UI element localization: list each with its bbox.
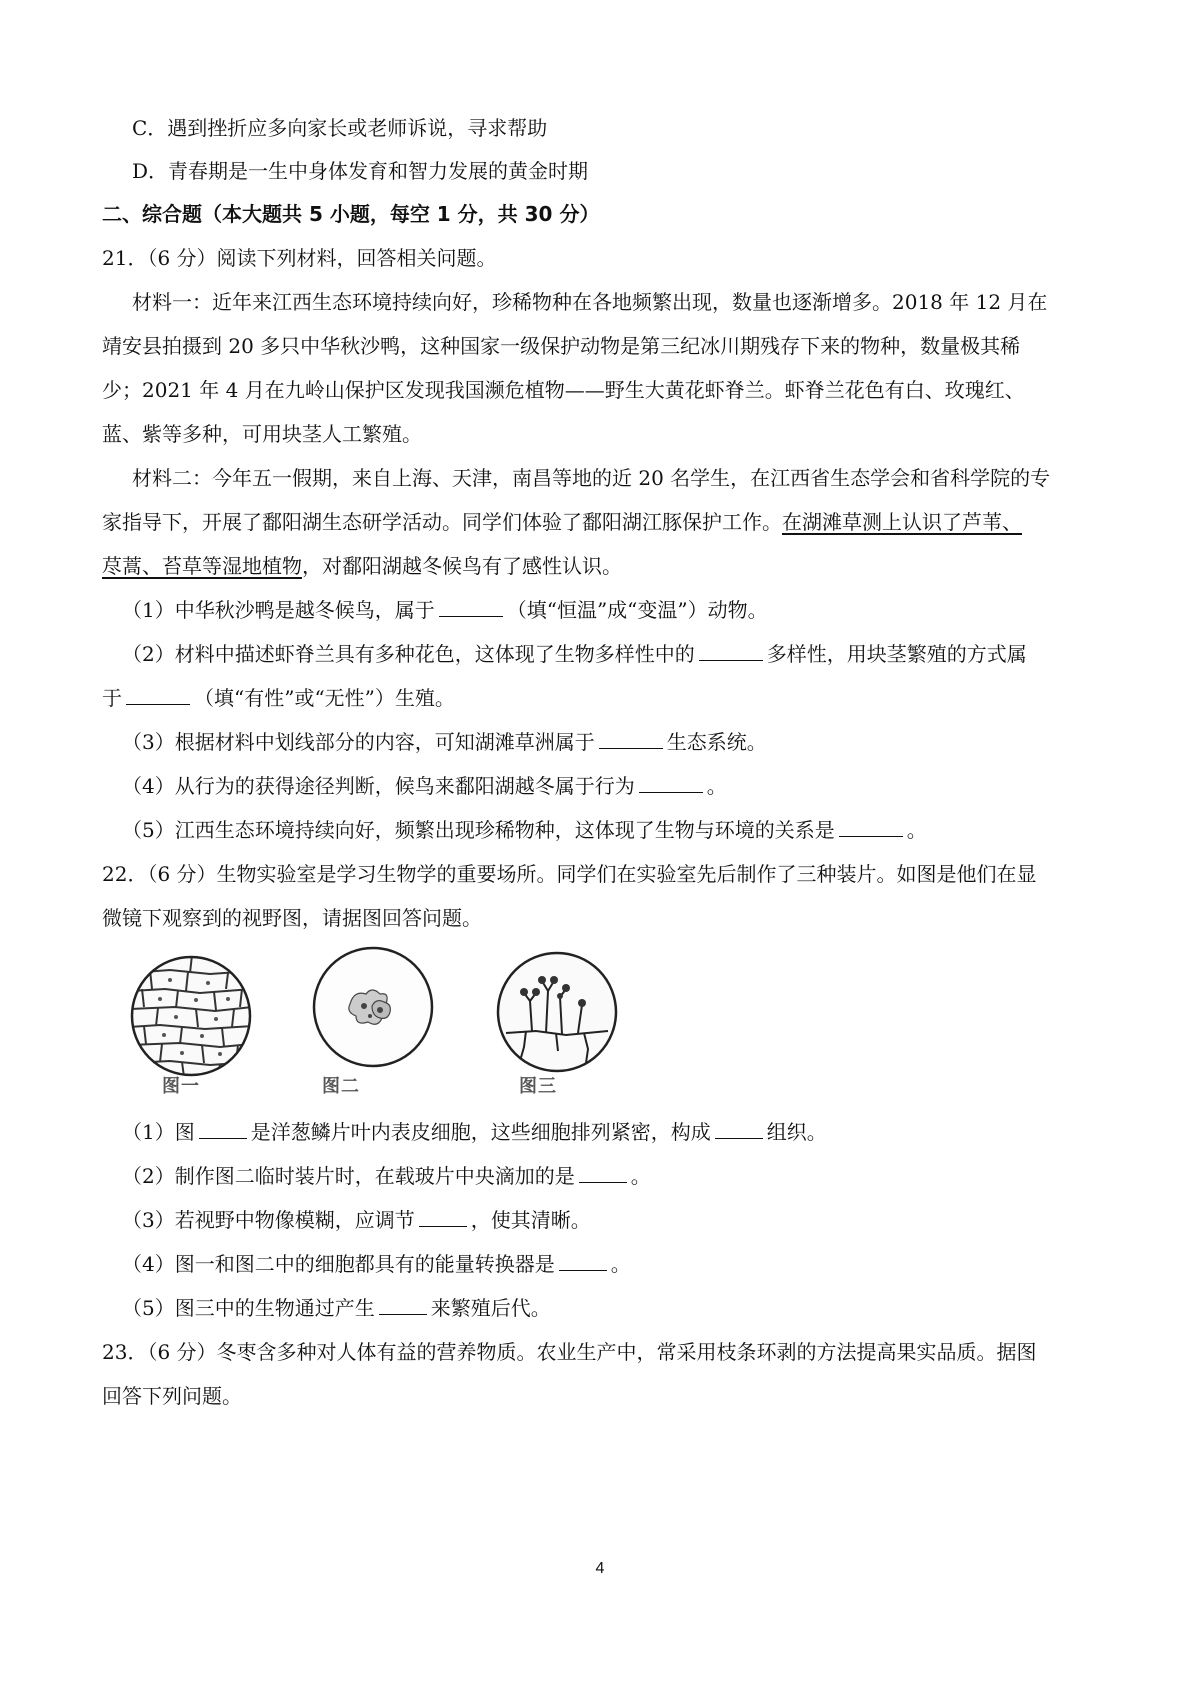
answer-blank[interactable] bbox=[439, 596, 503, 617]
figure-caption: 图三 bbox=[519, 1076, 557, 1097]
q21-material1-line: 材料一：近年来江西生态环境持续向好，珍稀物种在各地频繁出现，数量也逐渐增多。2018 年 12 月在 bbox=[132, 290, 1048, 314]
q22-sub3 bbox=[122, 1206, 591, 1234]
answer-blank[interactable] bbox=[639, 772, 703, 793]
q22-stem: 微镜下观察到的视野图，请据图回答问题。 bbox=[102, 906, 482, 930]
q22-sub4 bbox=[122, 1250, 631, 1278]
q21-sub4 bbox=[122, 772, 727, 800]
q21-sub3-text: 生态系统。 bbox=[666, 730, 767, 754]
q21-sub3-text: （3）根据材料中划线部分的内容，可知湖滩草洲属于 bbox=[122, 730, 595, 754]
q22-sub3-text: （3）若视野中物像模糊，应调节 bbox=[122, 1208, 415, 1232]
q21-material2-line bbox=[102, 508, 1022, 536]
q21-material1-line: 靖安县拍摄到 20 多只中华秋沙鸭，这种国家一级保护动物是第三纪冰川期残存下来的物种，数量极其稀 bbox=[102, 334, 1021, 358]
answer-blank[interactable] bbox=[126, 684, 190, 705]
q21-sub4-text: （4）从行为的获得途径判断，候鸟来鄱阳湖越冬属于行为 bbox=[122, 774, 635, 798]
option-c: C．遇到挫折应多向家长或老师诉说，寻求帮助 bbox=[132, 116, 548, 140]
q21-underlined-text: 荩蒿、苔草等湿地植物 bbox=[102, 554, 302, 578]
q21-sub3 bbox=[122, 728, 767, 756]
q21-sub2-text: （2）材料中描述虾脊兰具有多种花色，这体现了生物多样性中的 bbox=[122, 642, 695, 666]
answer-blank[interactable] bbox=[199, 1118, 247, 1139]
q21-material2-line: 材料二：今年五一假期，来自上海、天津，南昌等地的近 20 名学生，在江西省生态学会和省科学院的专 bbox=[132, 466, 1051, 490]
q21-sub1 bbox=[122, 596, 768, 624]
q21-material2-text: 家指导下，开展了鄱阳湖生态研学活动。同学们体验了鄱阳湖江豚保护工作。 bbox=[102, 510, 782, 534]
q22-sub4-text: （4）图一和图二中的细胞都具有的能量转换器是 bbox=[122, 1252, 555, 1276]
section-heading: 二、综合题（本大题共 5 小题，每空 1 分，共 30 分） bbox=[102, 202, 600, 226]
q22-sub1-text: 是洋葱鳞片叶内表皮细胞，这些细胞排列紧密，构成 bbox=[250, 1120, 711, 1144]
answer-blank[interactable] bbox=[839, 816, 903, 837]
answer-blank[interactable] bbox=[599, 728, 663, 749]
q22-sub1 bbox=[122, 1118, 827, 1146]
q21-sub5 bbox=[122, 816, 927, 844]
figure-3-mold bbox=[496, 951, 618, 1073]
q21-material2-text: ，对鄱阳湖越冬候鸟有了感性认识。 bbox=[302, 554, 622, 578]
option-d: D．青春期是一生中身体发育和智力发展的黄金时期 bbox=[132, 159, 589, 183]
q21-sub5-text: 。 bbox=[906, 818, 927, 842]
q21-material1-line: 少；2021 年 4 月在九岭山保护区发现我国濒危植物——野生大黄花虾脊兰。虾脊兰花色有白、玫瑰红、 bbox=[102, 378, 1025, 402]
q21-underlined-text: 在湖滩草测上认识了芦苇、 bbox=[782, 510, 1022, 534]
q21-sub5-text: （5）江西生态环境持续向好，频繁出现珍稀物种，这体现了生物与环境的关系是 bbox=[122, 818, 835, 842]
answer-blank[interactable] bbox=[715, 1118, 763, 1139]
q22-stem: 22．（6 分）生物实验室是学习生物学的重要场所。同学们在实验室先后制作了三种装片。如图是他们在显 bbox=[102, 862, 1037, 886]
q22-sub2 bbox=[122, 1162, 651, 1190]
q21-sub2-text: 于 bbox=[102, 686, 122, 710]
answer-blank[interactable] bbox=[379, 1294, 427, 1315]
q23-stem: 23．（6 分）冬枣含多种对人体有益的营养物质。农业生产中，常采用枝条环剥的方法提高果实品质。据图 bbox=[102, 1340, 1037, 1364]
q21-sub1-text: （填“恒温”成“变温”）动物。 bbox=[506, 598, 768, 622]
q21-sub2-cont bbox=[102, 684, 455, 712]
q22-sub5-text: 来繁殖后代。 bbox=[430, 1296, 551, 1320]
q21-sub2-text: 多样性，用块茎繁殖的方式属 bbox=[766, 642, 1027, 666]
figure-caption: 图一 bbox=[162, 1076, 200, 1097]
q21-sub1-text: （1）中华秋沙鸭是越冬候鸟，属于 bbox=[122, 598, 435, 622]
q23-stem: 回答下列问题。 bbox=[102, 1384, 242, 1408]
answer-blank[interactable] bbox=[699, 640, 763, 661]
q21-sub4-text: 。 bbox=[706, 774, 727, 798]
figure-caption: 图二 bbox=[322, 1076, 360, 1097]
q22-sub5 bbox=[122, 1294, 551, 1322]
q22-sub2-text: （2）制作图二临时装片时，在载玻片中央滴加的是 bbox=[122, 1164, 575, 1188]
q21-stem: 21．（6 分）阅读下列材料，回答相关问题。 bbox=[102, 246, 497, 270]
q21-sub2-text: （填“有性”或“无性”）生殖。 bbox=[194, 686, 455, 710]
page-number: 4 bbox=[595, 1560, 605, 1577]
answer-blank[interactable] bbox=[419, 1206, 467, 1227]
q22-sub3-text: ，使其清晰。 bbox=[470, 1208, 591, 1232]
q22-sub1-text: （1）图 bbox=[122, 1120, 195, 1144]
figure-1-onion-cells bbox=[130, 955, 252, 1077]
q21-material2-line bbox=[102, 552, 622, 580]
answer-blank[interactable] bbox=[579, 1162, 627, 1183]
figure-2-cheek-cells bbox=[312, 946, 434, 1068]
q22-sub5-text: （5）图三中的生物通过产生 bbox=[122, 1296, 375, 1320]
q21-material1-line: 蓝、紫等多种，可用块茎人工繁殖。 bbox=[102, 422, 422, 446]
q21-sub2 bbox=[122, 640, 1027, 668]
answer-blank[interactable] bbox=[559, 1250, 607, 1271]
q22-sub1-text: 组织。 bbox=[766, 1120, 827, 1144]
q22-sub4-text: 。 bbox=[610, 1252, 631, 1276]
q22-sub2-text: 。 bbox=[630, 1164, 651, 1188]
